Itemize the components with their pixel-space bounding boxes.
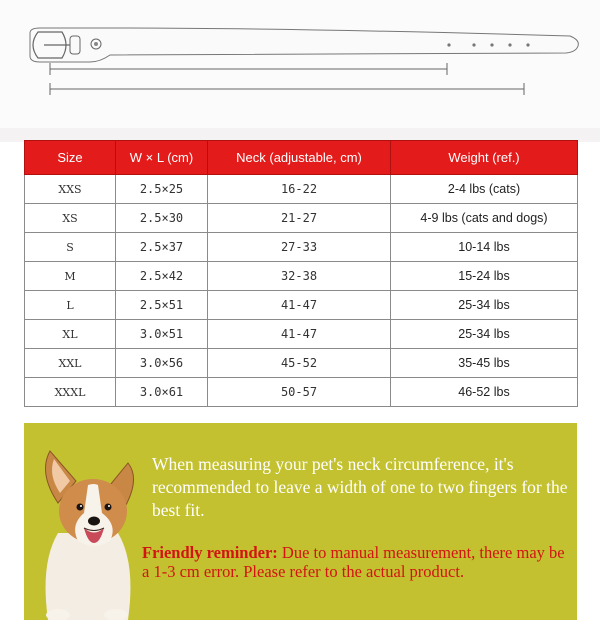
table-row <box>25 262 578 291</box>
cell-size: XS <box>25 204 116 233</box>
table-row <box>25 204 578 233</box>
cell-wl: 2.5×25 <box>116 175 208 204</box>
cell-neck: 50-57 <box>208 378 391 407</box>
table-row <box>25 233 578 262</box>
header-width-length: W × L (cm) <box>116 141 208 175</box>
table-header-row <box>25 141 578 175</box>
collar-diagram <box>0 0 600 135</box>
cell-weight: 46-52 lbs <box>391 378 578 407</box>
cell-wl: 2.5×37 <box>116 233 208 262</box>
cell-size: L <box>25 291 116 320</box>
collar-strap <box>30 28 578 62</box>
cell-neck: 41-47 <box>208 291 391 320</box>
table-row <box>25 175 578 204</box>
cell-weight: 10-14 lbs <box>391 233 578 262</box>
table-row <box>25 349 578 378</box>
cell-size: M <box>25 262 116 291</box>
cell-size: XL <box>25 320 116 349</box>
cell-size: XXS <box>25 175 116 204</box>
cell-wl: 3.0×56 <box>116 349 208 378</box>
table-row <box>25 291 578 320</box>
cell-weight: 25-34 lbs <box>391 291 578 320</box>
header-size: Size <box>25 141 116 175</box>
table-row <box>25 320 578 349</box>
cell-wl: 2.5×51 <box>116 291 208 320</box>
cell-weight: 25-34 lbs <box>391 320 578 349</box>
header-neck: Neck (adjustable, cm) <box>208 141 391 175</box>
cell-neck: 27-33 <box>208 233 391 262</box>
table-row <box>25 378 578 407</box>
cell-weight: 35-45 lbs <box>391 349 578 378</box>
cell-neck: 32-38 <box>208 262 391 291</box>
cell-weight: 15-24 lbs <box>391 262 578 291</box>
cell-weight: 4-9 lbs (cats and dogs) <box>391 204 578 233</box>
cell-neck: 45-52 <box>208 349 391 378</box>
measurement-tip-panel <box>24 423 577 620</box>
reminder-text: Due to manual measurement, there may be a 1-3 cm error. Please refer to the actual product. <box>142 543 565 581</box>
cell-wl: 2.5×30 <box>116 204 208 233</box>
cell-size: S <box>25 233 116 262</box>
cell-neck: 16-22 <box>208 175 391 204</box>
friendly-reminder <box>142 544 572 581</box>
cell-size: XXXL <box>25 378 116 407</box>
measurement-tip-text: When measuring your pet's neck circumference, it's recommended to leave a width of one to two fingers for the best fit. <box>152 454 568 520</box>
cell-wl: 3.0×61 <box>116 378 208 407</box>
reminder-label: Friendly reminder: <box>142 543 278 562</box>
cell-size: XXL <box>25 349 116 378</box>
cell-neck: 21-27 <box>208 204 391 233</box>
cell-wl: 3.0×51 <box>116 320 208 349</box>
cell-wl: 2.5×42 <box>116 262 208 291</box>
cell-weight: 2-4 lbs (cats) <box>391 175 578 204</box>
corgi-dog-image <box>28 433 148 620</box>
header-weight: Weight (ref.) <box>391 141 578 175</box>
size-chart-table <box>24 140 578 407</box>
cell-neck: 41-47 <box>208 320 391 349</box>
